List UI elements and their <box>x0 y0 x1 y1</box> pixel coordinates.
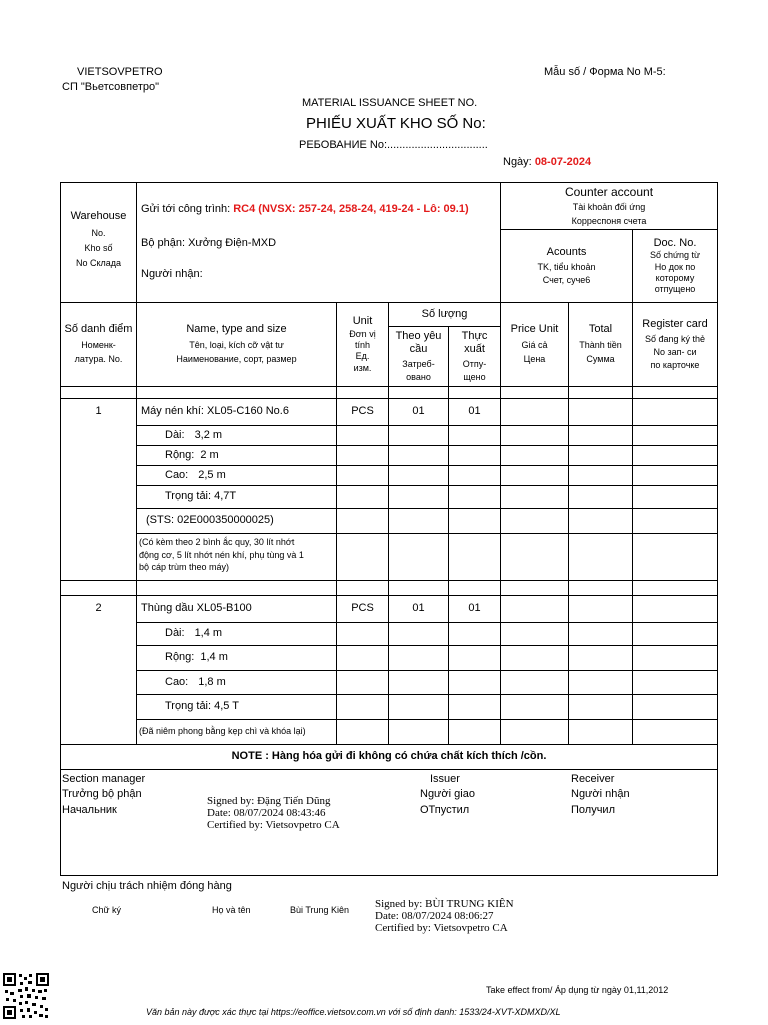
col-total-header: Total Thành tiền Сумма <box>579 323 622 365</box>
item-qty-req: 01 <box>412 602 425 615</box>
detail-width: Rộng: 1,4 m <box>165 651 228 664</box>
col-code-header: Số danh điểm Номенк- латура. No. <box>64 323 133 365</box>
col-act-header: Thực xuất Отпу- щено <box>461 329 488 383</box>
department: Bộ phận: Xưởng Điện-MXD <box>141 237 277 249</box>
col-unit-header: Unit Đơn vị tính Ед. изм. <box>349 315 376 373</box>
receiver-label: Người nhận: <box>141 268 203 280</box>
item-qty-req: 01 <box>412 405 425 418</box>
item-qty-act: 01 <box>468 602 481 615</box>
item-unit: PCS <box>351 405 374 418</box>
qr-code-icon <box>2 972 50 1020</box>
col-register-header: Register card Số đang ký thẻ No зап- си по карточке <box>642 317 708 370</box>
effective-date: Take effect from/ Áp dụng từ ngày 01,11,2012 <box>486 985 669 995</box>
accounts-header: Acounts TK, tiểu khoản Счет, суче6 <box>537 245 596 285</box>
detail-length: Dài: 1,4 m <box>165 627 223 640</box>
item-unit: PCS <box>351 602 374 615</box>
note-row: NOTE : Hàng hóa gửi đi không có chứa chất kích thích /cồn. <box>231 750 547 763</box>
title-vi: PHIẾU XUẤT KHO SỐ No: <box>306 115 486 132</box>
issuer: Issuer Người giao ОТпустил <box>420 773 475 816</box>
packer-name: Bùi Trung Kiên <box>290 905 350 915</box>
packing-responsible: Người chịu trách nhiệm đóng hàng <box>62 880 232 892</box>
company-name-en: VIETSOVPETRO <box>77 66 163 78</box>
detail-note-1: (Có kèm theo 2 bình ắc quy, 30 lít nhớt động cơ, 5 lít nhớt nén khí, phụ tùng và 1 bộ cáp trùm theo máy) <box>139 537 304 573</box>
item-no: 1 <box>95 405 102 418</box>
verification-note: Văn bản này được xác thực tại https://eoffice.vietsov.com.vn với số định danh: 1533/24-XVT-XDMXD/XL <box>146 1007 561 1017</box>
date-label: Ngày: <box>503 156 532 168</box>
title-en: MATERIAL ISSUANCE SHEET NO. <box>302 97 478 109</box>
digital-signature-1: Signed by: Đặng Tiến Dũng Date: 08/07/2024 08:43:46 Certified by: Vietsovpetro CA <box>207 795 340 832</box>
detail-note-2: (Đã niêm phong bằng kẹp chì và khóa lại) <box>139 726 306 737</box>
counter-account-header: Counter account Tài khoản đối ứng Корреспоня счета <box>564 185 654 226</box>
detail-height: Cao: 2,5 m <box>165 468 226 481</box>
detail-width: Rộng: 2 m <box>165 448 219 461</box>
date-value: 08-07-2024 <box>534 156 592 168</box>
destination-line: Gửi tới công trình: RC4 (NVSX: 257-24, 258-24, 419-24 - Lô: 09.1) <box>141 203 469 215</box>
detail-sts: (STS: 02E000350000025) <box>146 514 274 527</box>
item-no: 2 <box>95 602 102 615</box>
detail-capacity: Trọng tải: 4,5 T <box>165 700 239 713</box>
col-req-header: Theo yêu cầu Затреб- овано <box>395 329 442 383</box>
col-price-header: Price Unit Giá cả Цена <box>510 323 559 365</box>
destination-value: RC4 (NVSX: 257-24, 258-24, 419-24 - Lô: 09.1) <box>233 203 469 215</box>
doc-no-header: Doc. No. Số chứng từ Но док по которому отпущено <box>649 236 701 295</box>
item-name: Máy nén khí: XL05-C160 No.6 <box>141 405 289 418</box>
section-manager: Section manager Trưởng bộ phận Начальник <box>62 773 146 816</box>
signature-label: Chữ ký <box>92 905 122 915</box>
receiver: Receiver Người nhận Получил <box>571 773 630 816</box>
form-number: Mẫu số / Форма No M-5: <box>544 66 666 78</box>
detail-capacity: Trọng tải: 4,7T <box>165 490 237 503</box>
detail-length: Dài: 3,2 m <box>165 428 223 441</box>
item-name: Thùng dầu XL05-B100 <box>141 602 252 615</box>
warehouse-header: Warehouse No. Kho số No Склада <box>70 210 127 269</box>
company-name-ru: СП "Вьетсовпетро" <box>62 81 160 93</box>
digital-signature-2: Signed by: BÙI TRUNG KIÊN Date: 08/07/2024 08:06:27 Certified by: Vietsovpetro CA <box>375 898 514 935</box>
item-qty-act: 01 <box>468 405 481 418</box>
title-ru: РЕБОВАНИЕ No:................................. <box>299 139 488 151</box>
col-name-header: Name, type and size Tên, loại, kích cỡ vật tư Наименование, сорт, размер <box>176 323 297 365</box>
detail-height: Cao: 1,8 m <box>165 675 226 688</box>
date-row <box>503 156 591 168</box>
col-qty-header: Số lượng <box>421 307 468 320</box>
fullname-label: Họ và tên <box>212 905 251 915</box>
